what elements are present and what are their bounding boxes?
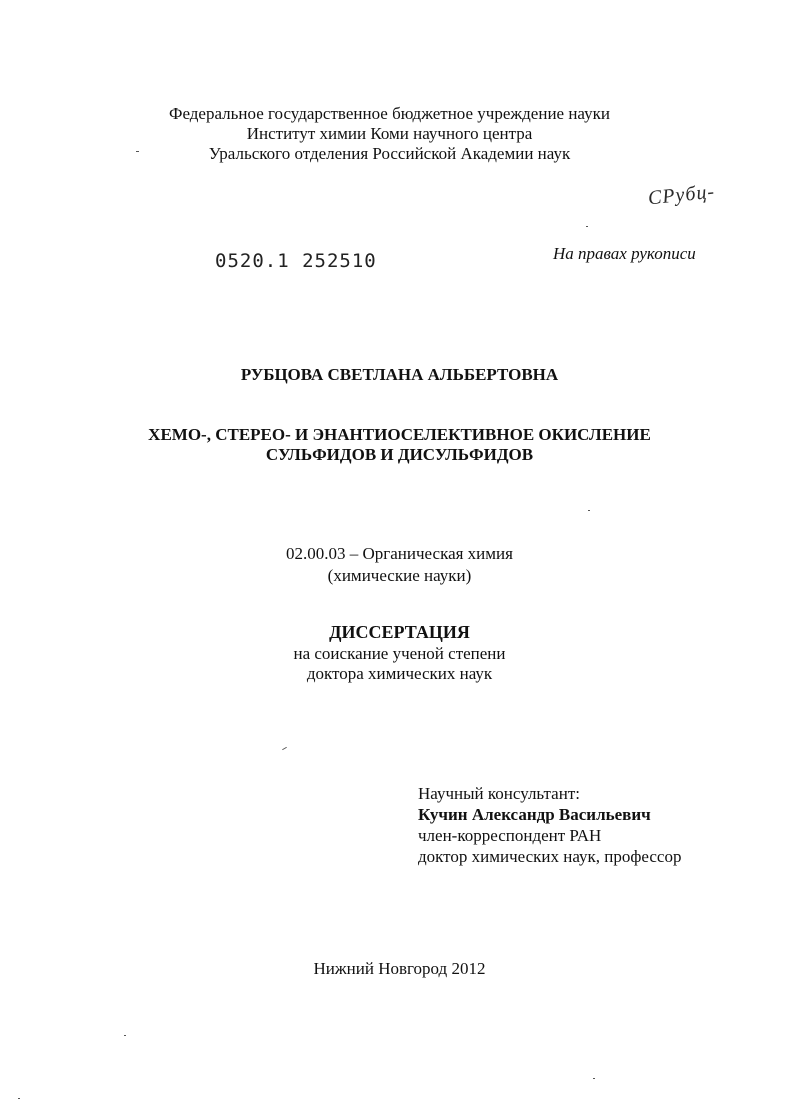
scan-speck bbox=[586, 226, 588, 227]
handwritten-signature: СРубц- bbox=[646, 180, 717, 210]
consultant-name: Кучин Александр Васильевич bbox=[418, 805, 651, 824]
degree-block bbox=[0, 644, 799, 684]
consultant-block bbox=[418, 783, 681, 867]
consultant-label: Научный консультант: bbox=[418, 784, 580, 803]
rights-note: На правах рукописи bbox=[553, 244, 696, 263]
registration-code: 0520.1 252510 bbox=[215, 250, 377, 272]
scan-speck bbox=[282, 747, 287, 750]
scan-speck bbox=[124, 1035, 126, 1036]
specialty-code: 02.00.03 – Органическая химия bbox=[286, 544, 513, 563]
dissertation-heading: ДИССЕРТАЦИЯ bbox=[329, 622, 470, 642]
organization-line-2: Институт химии Коми научного центра bbox=[246, 124, 533, 143]
author-name: РУБЦОВА СВЕТЛАНА АЛЬБЕРТОВНА bbox=[240, 365, 559, 384]
organization-line-3: Уральского отделения Российской Академии наук bbox=[208, 144, 571, 163]
scan-speck bbox=[18, 1098, 20, 1099]
specialty-field: (химические науки) bbox=[327, 566, 472, 585]
specialty-block bbox=[0, 543, 799, 587]
degree-line-1: на соискание ученой степени bbox=[293, 644, 506, 663]
title-line-1: ХЕМО-, СТЕРЕО- И ЭНАНТИОСЕЛЕКТИВНОЕ ОКИСЛЕНИЕ bbox=[148, 425, 651, 444]
scan-speck bbox=[593, 1078, 595, 1079]
organization-line-1: Федеральное государственное бюджетное учреждение науки bbox=[169, 104, 610, 123]
organization-block bbox=[0, 104, 799, 164]
consultant-degree: доктор химических наук, профессор bbox=[418, 847, 682, 866]
scan-speck bbox=[588, 510, 590, 511]
degree-line-2: доктора химических наук bbox=[306, 664, 493, 683]
consultant-rank: член-корреспондент РАН bbox=[418, 826, 602, 845]
scan-speck bbox=[136, 151, 139, 152]
city-year: Нижний Новгород 2012 bbox=[313, 959, 486, 978]
title-line-2: СУЛЬФИДОВ И ДИСУЛЬФИДОВ bbox=[265, 445, 534, 464]
dissertation-title bbox=[0, 425, 799, 465]
